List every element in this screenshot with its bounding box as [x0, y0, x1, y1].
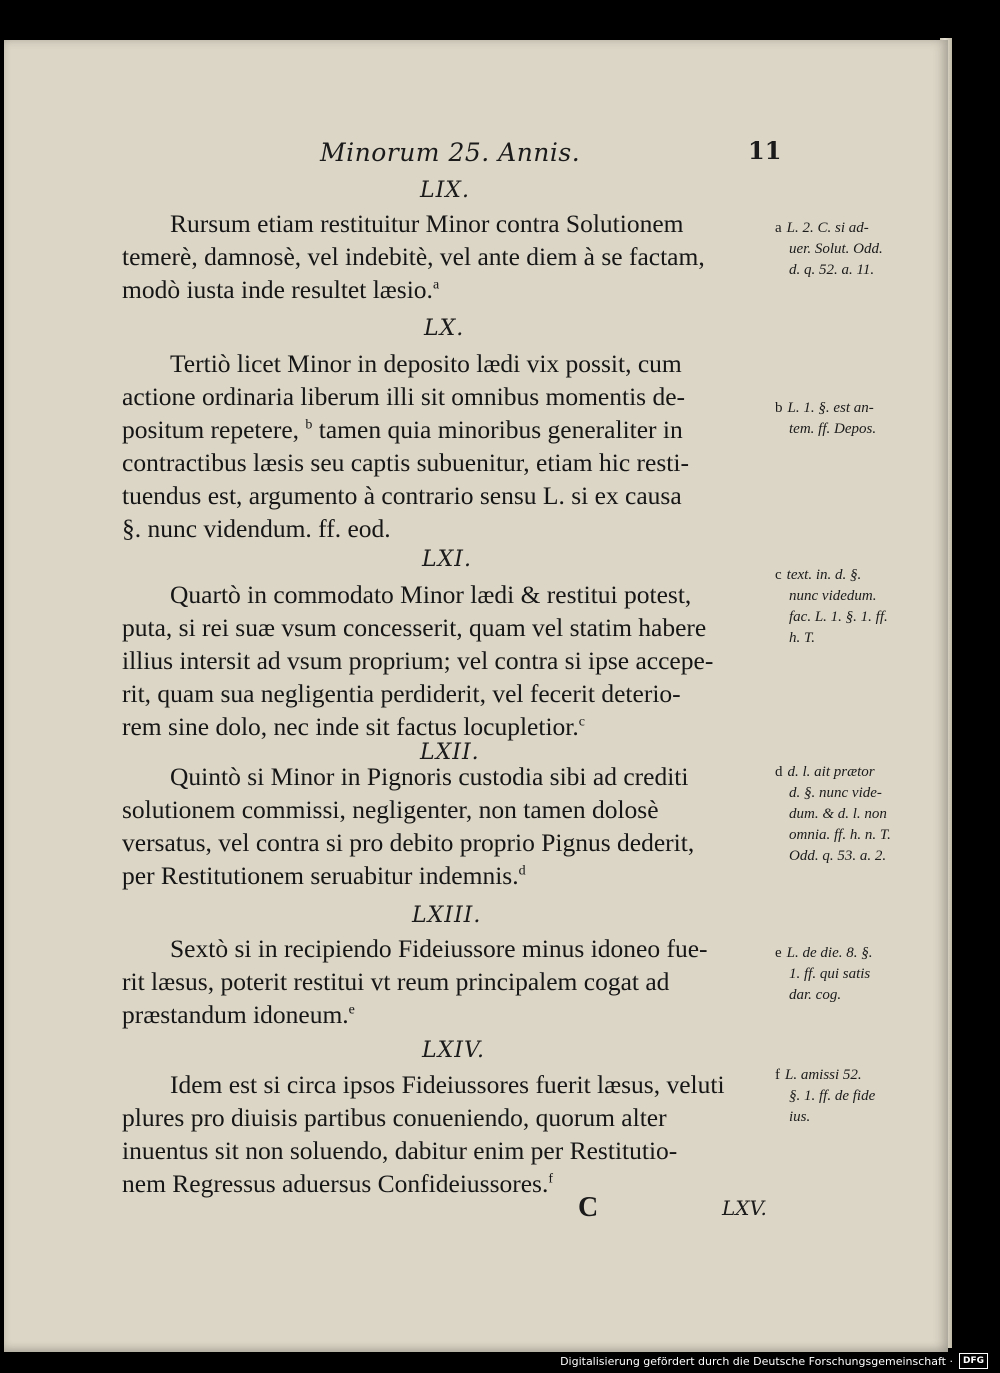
text-line: §. nunc videndum. ff. eod.	[122, 514, 391, 543]
note-line: d. §. nunc vide-	[789, 785, 882, 801]
text-line	[122, 998, 772, 1031]
note-line: L. 2. C. si ad-	[786, 220, 869, 236]
text-line: Quintò si Minor in Pignoris custodia sibi ad crediti	[170, 762, 689, 791]
section-paragraph	[122, 347, 772, 545]
section-paragraph	[122, 1068, 772, 1200]
note-line: L. de die. 8. §.	[786, 945, 873, 961]
marginal-note	[775, 565, 945, 649]
footnote-marker: b	[305, 417, 313, 433]
footnote-marker: e	[348, 1002, 355, 1018]
footer-text: Digitalisierung gefördert durch die Deutsche Forschungsgemeinschaft ·	[560, 1354, 953, 1368]
marginal-note	[775, 943, 945, 1006]
note-line: uer. Solut. Odd.	[789, 241, 883, 257]
text-line: tuendus est, argumento à contrario sensu L. si ex causa	[122, 481, 682, 510]
text-line: solutionem commissi, negligenter, non tamen dolosè	[122, 795, 659, 824]
text-line-content: nem Regressus aduersus Confideiussores.	[122, 1169, 549, 1198]
section-heading: LXII.	[420, 740, 480, 765]
marginal-note	[775, 762, 945, 867]
note-line: 1. ff. qui satis	[789, 966, 871, 982]
note-line: d. l. ait prætor	[787, 764, 875, 780]
text-line-content: præstandum idoneum.	[122, 1000, 349, 1029]
section-heading: LXI.	[422, 547, 472, 572]
note-line: ius.	[789, 1109, 811, 1125]
section-paragraph	[122, 760, 772, 892]
footnote-marker: d	[518, 863, 526, 879]
section-heading: LIX.	[420, 178, 470, 203]
text-line: Rursum etiam restituitur Minor contra Solutionem	[170, 209, 684, 238]
note-letter: b	[775, 400, 783, 416]
footnote-marker: f	[548, 1171, 554, 1187]
section-heading: LXIII.	[412, 903, 482, 928]
text-line: illius intersit ad vsum proprium; vel contra si ipse accepe-	[122, 646, 714, 675]
marginal-note	[775, 398, 945, 440]
signature-mark: C	[578, 1192, 599, 1223]
footnote-marker: a	[432, 277, 440, 293]
marginal-note	[775, 218, 945, 281]
text-line: Idem est si circa ipsos Fideiussores fuerit læsus, veluti	[170, 1070, 725, 1099]
text-line: versatus, vel contra si pro debito proprio Pignus dederit,	[122, 828, 695, 857]
text-line	[122, 1167, 772, 1200]
footnote-marker: c	[578, 714, 585, 730]
note-letter: d	[775, 764, 783, 780]
text-line-content: positum repetere,	[122, 415, 300, 444]
note-line: §. 1. ff. de fide	[789, 1088, 876, 1104]
text-line: Sextò si in recipiendo Fideiussore minus idoneo fue-	[170, 934, 708, 963]
text-line: rit læsus, poterit restitui vt reum principalem cogat ad	[122, 967, 670, 996]
marginal-note	[775, 1065, 945, 1128]
note-line: Odd. q. 53. a. 2.	[789, 848, 887, 864]
note-line: fac. L. 1. §. 1. ff.	[789, 609, 888, 625]
note-line: dum. & d. l. non	[789, 806, 887, 822]
note-line: d. q. 52. a. 11.	[789, 262, 875, 278]
note-line: L. amissi 52.	[785, 1067, 862, 1083]
text-line: Tertiò licet Minor in deposito lædi vix possit, cum	[170, 349, 682, 378]
note-letter: e	[775, 945, 782, 961]
section-paragraph	[122, 207, 772, 306]
digitization-footer	[560, 1351, 988, 1371]
text-line: puta, si rei suæ vsum concesserit, quam vel statim habere	[122, 613, 707, 642]
text-line: Quartò in commodato Minor lædi & restitui potest,	[170, 580, 692, 609]
note-line: omnia. ff. h. n. T.	[789, 827, 891, 843]
text-line: temerè, damnosè, vel indebitè, vel ante diem à se factam,	[122, 242, 705, 271]
note-line: h. T.	[789, 630, 815, 646]
page-number: 11	[748, 136, 782, 165]
section-paragraph	[122, 932, 772, 1031]
text-line: actione ordinaria liberum illi sit omnibus momentis de-	[122, 382, 686, 411]
text-line: rit, quam sua negligentia perdiderit, vel fecerit deterio-	[122, 679, 681, 708]
text-line-content: modò iusta inde resultet læsio.	[122, 275, 433, 304]
text-line	[122, 859, 772, 892]
catchword: LXV.	[722, 1196, 767, 1220]
note-letter: f	[775, 1067, 780, 1083]
text-line	[122, 710, 772, 743]
section-paragraph	[122, 578, 772, 743]
note-line: text. in. d. §.	[786, 567, 862, 583]
note-letter: c	[775, 567, 782, 583]
dfg-logo-icon: DFG	[959, 1353, 988, 1369]
text-line	[122, 413, 772, 446]
note-line: nunc videdum.	[789, 588, 877, 604]
text-line: inuentus sit non soluendo, dabitur enim per Restitutio-	[122, 1136, 678, 1165]
text-line-content: per Restitutionem seruabitur indemnis.	[122, 861, 519, 890]
text-line: plures pro diuisis partibus conueniendo, quorum alter	[122, 1103, 667, 1132]
text-line	[122, 273, 772, 306]
note-line: L. 1. §. est an-	[787, 400, 874, 416]
note-letter: a	[775, 220, 782, 236]
note-line: dar. cog.	[789, 987, 842, 1003]
text-line: contractibus læsis seu captis subuenitur, etiam hic resti-	[122, 448, 689, 477]
note-line: tem. ff. Depos.	[789, 421, 877, 437]
text-line-content: tamen quia minoribus generaliter in	[318, 415, 683, 444]
running-title: Minorum 25. Annis.	[320, 138, 581, 167]
section-heading: LXIV.	[422, 1038, 485, 1063]
section-heading: LX.	[424, 316, 465, 341]
text-line-content: rem sine dolo, nec inde sit factus locupletior.	[122, 712, 579, 741]
